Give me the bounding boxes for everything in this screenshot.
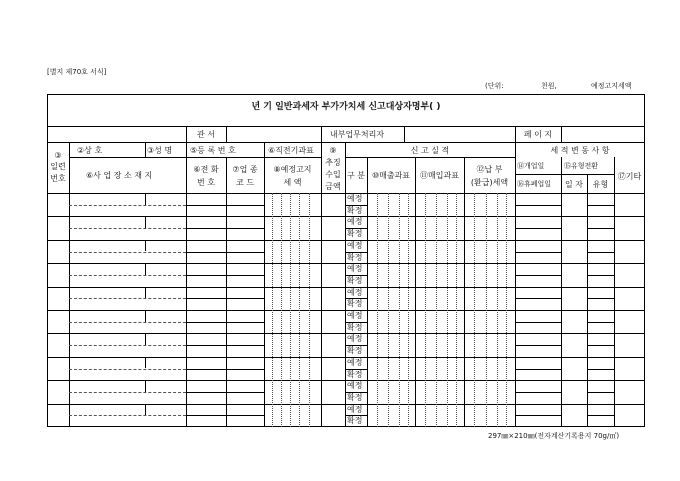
type-split <box>587 392 614 393</box>
dashed-split <box>69 252 186 253</box>
industry-header-b: 코 드 <box>236 178 254 187</box>
dashed-split <box>69 228 186 229</box>
opening-split <box>515 275 561 276</box>
name-header: ③성 명 <box>147 146 173 155</box>
row-label-forecast: 예정 <box>347 264 363 274</box>
row-label-forecast: 예정 <box>347 194 363 203</box>
row-divider <box>47 333 645 334</box>
digit-guide <box>425 193 426 427</box>
digit-guide <box>456 193 457 427</box>
row-divider <box>47 287 645 288</box>
digit-guide <box>506 193 507 427</box>
serial-num: ③ <box>54 151 62 160</box>
opening-split <box>515 322 561 323</box>
row-label-final: 확정 <box>347 392 363 402</box>
row-label-final: 확정 <box>347 346 363 356</box>
opening-split <box>515 369 561 370</box>
dashed-split <box>69 205 186 206</box>
prev-tax-header: ⑥직전기과표 <box>268 146 314 155</box>
phone-split <box>186 322 264 323</box>
phone-split <box>186 392 264 393</box>
digit-guide <box>408 193 409 427</box>
row-divider <box>47 310 645 311</box>
notice-header-b: 세 액 <box>283 178 302 187</box>
type-split <box>587 252 614 253</box>
purchase-tax-header: ⑪매입과표 <box>420 171 459 180</box>
row-label-forecast: 예정 <box>347 217 363 227</box>
digit-guide <box>497 193 498 427</box>
type-split <box>587 228 614 229</box>
type-split <box>587 415 614 416</box>
row-divider <box>47 404 645 405</box>
other-header: ⑰기타 <box>617 172 642 181</box>
row-divider <box>47 240 645 241</box>
digit-guide <box>290 193 291 427</box>
row-divider <box>47 357 645 358</box>
row-label-forecast: 예정 <box>347 287 363 297</box>
form-title: 년 기 일반과세자 부가가치세 신고대상자명부( ) <box>251 102 441 112</box>
name-divider <box>145 240 146 252</box>
digit-guide <box>388 193 389 427</box>
calc-num: ⑨ <box>329 146 337 155</box>
dashed-split <box>69 345 186 346</box>
payment-header-a: ⑫납 부 <box>476 165 503 174</box>
opening-split <box>515 228 561 229</box>
opening-split <box>515 415 561 416</box>
row-divider <box>47 216 645 217</box>
notice-header-a: ⑧예정고지 <box>273 165 312 174</box>
dashed-split <box>69 275 186 276</box>
phone-split <box>186 345 264 346</box>
type-split <box>587 345 614 346</box>
date-header: 일 자 <box>565 180 583 189</box>
unit-label: (단위: <box>485 82 504 90</box>
calc-label-b: 수입 <box>325 170 341 179</box>
office-label: 관 서 <box>197 130 215 139</box>
digit-guide <box>436 193 437 427</box>
digit-guide <box>309 193 310 427</box>
phone-header-a: ⑥전 화 <box>193 165 219 174</box>
name-divider <box>145 310 146 322</box>
row-label-forecast: 예정 <box>347 334 363 344</box>
opening-split <box>515 298 561 299</box>
row-label-forecast: 예정 <box>347 404 363 414</box>
type-split <box>587 369 614 370</box>
form-number: [별지 제70호 서식] <box>47 68 107 76</box>
name-divider <box>145 380 146 392</box>
calc-label-a: 추징 <box>325 158 341 167</box>
row-label-forecast: 예정 <box>347 357 363 367</box>
opening-split <box>515 205 561 206</box>
row-label-final: 확정 <box>347 275 363 285</box>
opening-split <box>515 345 561 346</box>
digit-guide <box>281 193 282 427</box>
row-label-final: 확정 <box>347 322 363 332</box>
row-divider <box>47 263 645 264</box>
name-divider <box>145 263 146 275</box>
digit-guide <box>474 193 475 427</box>
type-split <box>587 322 614 323</box>
dashed-split <box>69 415 186 416</box>
row-label-final: 확정 <box>347 416 363 426</box>
unit-amount: 천원, <box>541 82 557 90</box>
phone-split <box>186 205 264 206</box>
digit-guide <box>447 193 448 427</box>
opening-header: ⑭개업일 <box>517 162 545 170</box>
name-divider <box>145 193 146 205</box>
type-header: 유형 <box>592 180 609 189</box>
payment-header-b: (환급)세액 <box>470 178 509 187</box>
digit-guide <box>272 193 273 427</box>
phone-split <box>186 415 264 416</box>
calc-label-c: 금액 <box>325 182 341 191</box>
dashed-split <box>69 369 186 370</box>
industry-header-a: ⑦업 종 <box>232 165 258 174</box>
row-label-forecast: 예정 <box>347 311 363 320</box>
category-header: 구 분 <box>347 171 365 180</box>
reg-no-header: ⑤등 록 번 호 <box>190 146 236 155</box>
name-divider <box>145 333 146 345</box>
closing-header: ⑯휴폐업일 <box>517 180 552 188</box>
row-label-final: 확정 <box>347 252 363 262</box>
row-label-final: 확정 <box>347 299 363 309</box>
trade-name-header: ②상 호 <box>77 146 103 155</box>
phone-split <box>186 369 264 370</box>
page-label: 페 이 지 <box>523 130 553 139</box>
dashed-split <box>69 392 186 393</box>
sales-tax-header: ⑩매출과표 <box>371 171 411 180</box>
opening-split <box>515 252 561 253</box>
row-label-final: 확정 <box>347 369 363 379</box>
type-split <box>587 275 614 276</box>
row-divider <box>47 380 645 381</box>
name-divider <box>145 216 146 228</box>
type-split <box>587 205 614 206</box>
opening-split <box>515 392 561 393</box>
form-frame <box>47 94 645 427</box>
phone-split <box>186 228 264 229</box>
name-divider <box>145 357 146 369</box>
digit-guide <box>399 193 400 427</box>
digit-guide <box>486 193 487 427</box>
row-label-final: 확정 <box>347 205 363 215</box>
digit-guide <box>299 193 300 427</box>
row-label-forecast: 예정 <box>347 240 363 250</box>
report-actual-header: 신 고 실 적 <box>410 146 450 155</box>
phone-split <box>186 298 264 299</box>
dashed-split <box>69 298 186 299</box>
phone-split <box>186 252 264 253</box>
serial-label-a: 일련 <box>50 162 66 171</box>
phone-header-b: 번 호 <box>197 178 215 187</box>
type-change-header: ⑮유형전환 <box>564 162 599 170</box>
phone-split <box>186 275 264 276</box>
type-split <box>587 298 614 299</box>
name-divider <box>145 287 146 299</box>
digit-guide <box>377 193 378 427</box>
serial-label-b: 번호 <box>50 174 66 183</box>
unit-note: 예정고지세액 <box>591 82 632 90</box>
address-header: ⑥사 업 장 소 재 지 <box>86 171 153 180</box>
row-label-forecast: 예정 <box>347 381 363 391</box>
name-divider <box>145 404 146 416</box>
dashed-split <box>69 322 186 323</box>
changes-header: 세 적 변 동 사 항 <box>550 146 610 155</box>
row-label-final: 확정 <box>347 229 363 239</box>
paper-spec: 297㎜×210㎜(전자계산기록용지 70g/㎡) <box>488 432 620 440</box>
processor-label: 내부업무처리자 <box>330 130 385 139</box>
